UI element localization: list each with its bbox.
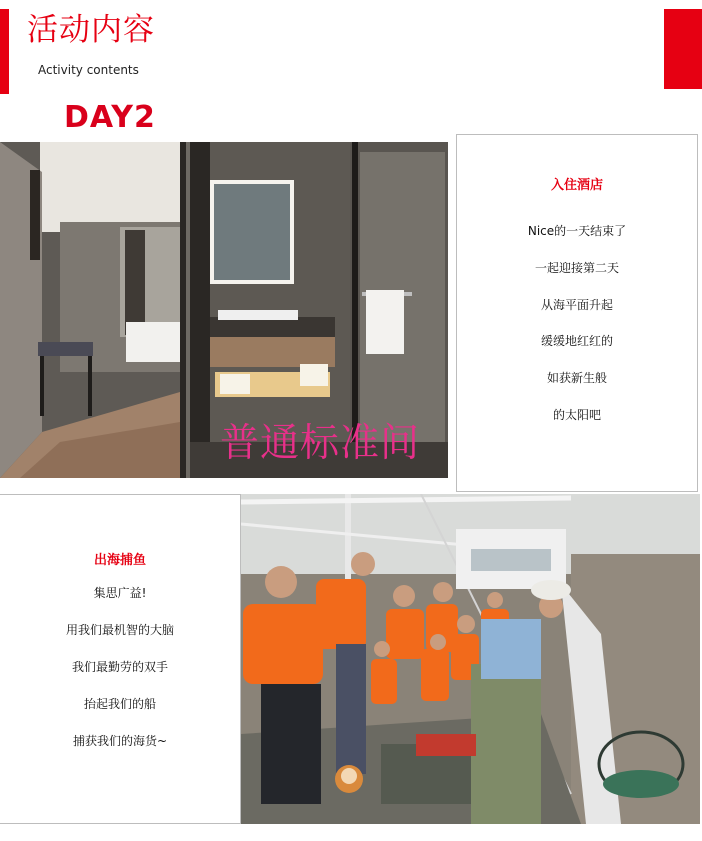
- panel-line: Nice的一天结束了: [527, 224, 627, 238]
- panel-title: 入住酒店: [550, 178, 603, 193]
- panel-line: 缓缓地红红的: [540, 334, 613, 348]
- panel-line: 用我们最机智的大脑: [65, 623, 174, 637]
- panel-line: 从海平面升起: [540, 298, 613, 312]
- section-subtitle: Activity contents: [38, 63, 139, 77]
- hotel-photo-caption: 普通标准间: [220, 421, 421, 466]
- accent-bar-left: [0, 9, 9, 94]
- panel-title: 出海捕鱼: [93, 553, 146, 568]
- accent-bar-right: [664, 9, 702, 89]
- panel-line: 集思广益!: [93, 586, 147, 600]
- hotel-text-panel: [456, 134, 698, 492]
- fishing-text-panel: [0, 494, 241, 824]
- panel-line: 一起迎接第二天: [534, 261, 619, 275]
- panel-line: 捕获我们的海货~: [72, 734, 168, 748]
- fishing-boat-photo: [241, 494, 700, 824]
- section-title: 活动内容: [27, 12, 155, 48]
- day-label: DAY2: [64, 100, 156, 135]
- panel-line: 如获新生般: [546, 371, 607, 385]
- panel-line: 的太阳吧: [552, 408, 601, 422]
- panel-line: 抬起我们的船: [83, 697, 156, 711]
- panel-line: 我们最勤劳的双手: [71, 660, 168, 674]
